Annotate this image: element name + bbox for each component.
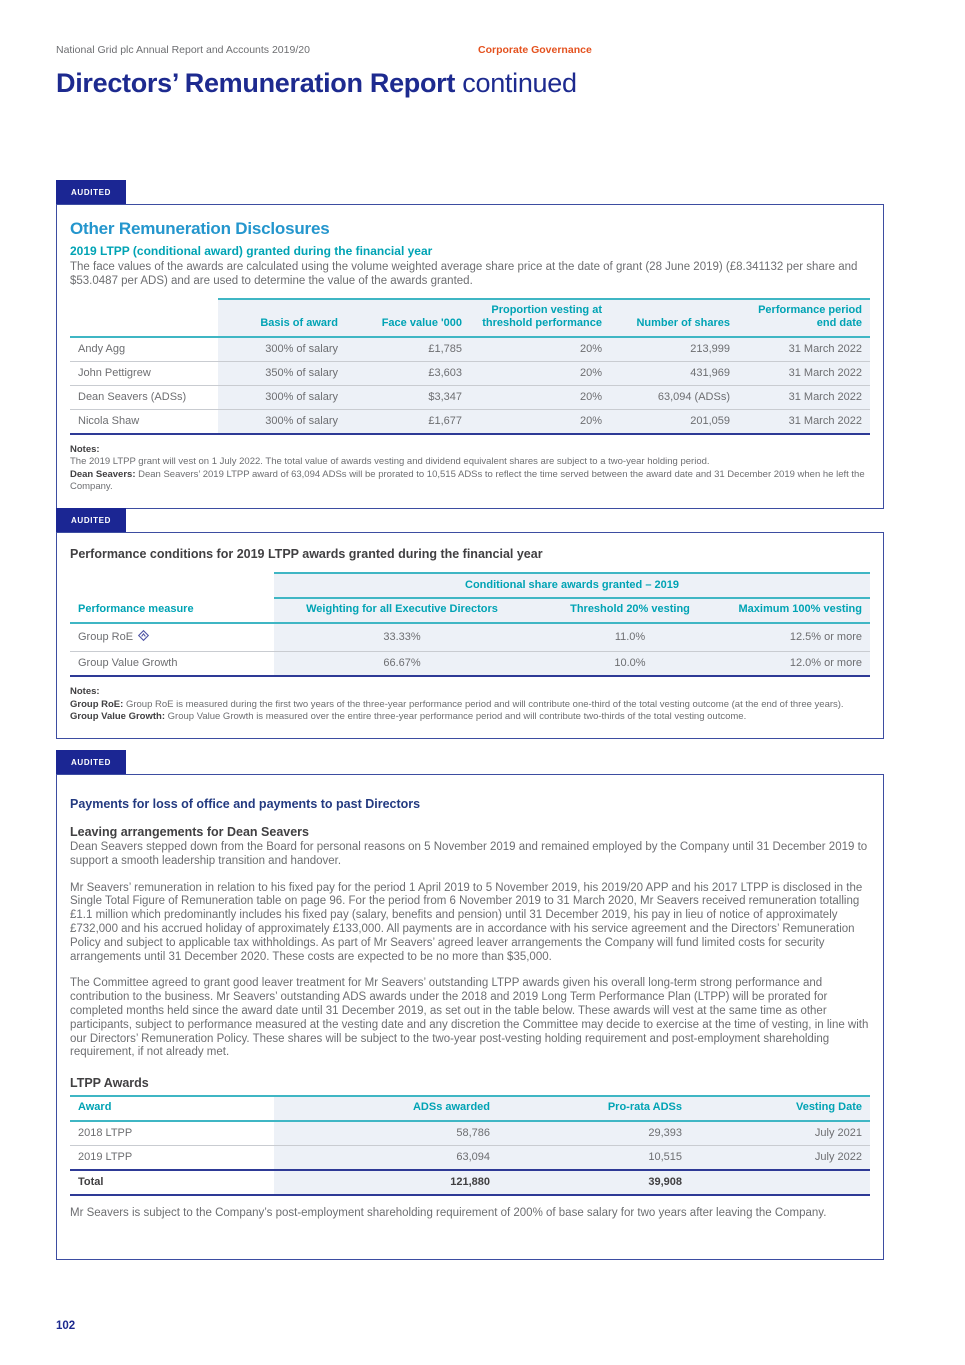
performance-measure <box>70 623 274 652</box>
cell: 63,094 (ADSs) <box>610 385 738 409</box>
section-subheading: Leaving arrangements for Dean Seavers <box>70 825 309 839</box>
table-row <box>70 409 870 434</box>
audited-badge: AUDITED <box>56 750 126 774</box>
section-box <box>56 774 884 1260</box>
column-header <box>70 299 218 337</box>
cell: 66.67% <box>274 652 530 677</box>
report-name: National Grid plc Annual Report and Accounts 2019/20 <box>56 44 310 56</box>
column-header: Maximum 100% vesting <box>730 598 870 623</box>
notes-label: Notes: <box>70 686 100 697</box>
table-row <box>70 1146 870 1171</box>
cell: 31 March 2022 <box>738 361 870 385</box>
note-line <box>70 711 870 724</box>
page-title-bold: Directors’ Remuneration Report <box>56 68 456 98</box>
table-header-row <box>70 1096 870 1121</box>
notes-block <box>70 686 870 724</box>
notes-label: Notes: <box>70 443 100 455</box>
cell: 12.0% or more <box>730 652 870 677</box>
section-other-remuneration <box>56 180 884 509</box>
column-header: Number of shares <box>610 299 738 337</box>
audited-badge: AUDITED <box>56 180 126 204</box>
page-number: 102 <box>56 1320 76 1332</box>
paragraph: Mr Seavers’ remuneration in relation to his fixed pay for the period 1 April 2019 to 5 November 2019, his 2019/20 APP and his 2017 LTPP is disclosed in the Single Total Figure of Remuneration table on page 96. For the period from 6 November 2019 to 31 March 2020, Mr Seavers received remuneration totalling £1.1 million which predominantly includes his fixed pay (salary, benefits and pension) until 31 December 2019, his pay in lieu of notice of approximately £732,000 and his accrued holiday of approximately £133,000. All payments are in accordance with his service agreement and the Directors’ Remuneration Policy and subject to applicable tax withholdings. As part of Mr Seavers’ agreed leaver arrangements the Company will fund limited costs for security arrangements until 31 December 2020. These costs are expected to be no more than $35,000. <box>70 881 863 963</box>
table-header-row <box>70 598 870 623</box>
cell: 12.5% or more <box>730 623 870 652</box>
cell: 10.0% <box>530 652 730 677</box>
cell: 20% <box>470 361 610 385</box>
cell: 63,094 <box>274 1146 498 1171</box>
column-header: Pro-rata ADSs <box>498 1096 690 1121</box>
award-name: 2018 LTPP <box>78 1127 133 1140</box>
section-performance-conditions <box>56 508 884 739</box>
span-header: Conditional share awards granted – 2019 <box>274 573 870 598</box>
table-row <box>70 385 870 409</box>
director-name: John Pettigrew <box>70 361 218 385</box>
cell: July 2021 <box>690 1121 870 1146</box>
table-total-row <box>70 1170 870 1195</box>
table-row <box>70 337 870 362</box>
cell: 431,969 <box>610 361 738 385</box>
table-row <box>70 652 870 677</box>
section-box <box>56 204 884 509</box>
table-row <box>70 623 870 652</box>
cell: 58,786 <box>274 1121 498 1146</box>
cell: 300% of salary <box>218 337 346 362</box>
section-heading: Performance conditions for 2019 LTPP awards granted during the financial year <box>70 547 543 561</box>
page-header <box>56 44 909 58</box>
section-heading: Other Remuneration Disclosures <box>70 219 330 238</box>
ltpp-grant-table <box>70 298 870 435</box>
note-lead: Group RoE: <box>70 698 124 710</box>
note-line <box>70 699 870 712</box>
total-cell <box>690 1170 870 1195</box>
cell: £1,785 <box>346 337 470 362</box>
table-header-row <box>70 299 870 337</box>
note-line: The 2019 LTPP grant will vest on 1 July 2022. The total value of awards vesting and dividend equivalent shares are subject to a two-year holding period. <box>70 456 710 468</box>
section-box <box>56 532 884 739</box>
note-lead: Dean Seavers: <box>70 468 136 480</box>
column-header: Proportion vesting at threshold performance <box>470 299 610 337</box>
column-header: ADSs awarded <box>274 1096 498 1121</box>
column-header: Basis of award <box>218 299 346 337</box>
director-name: Andy Agg <box>78 342 126 355</box>
column-header: Weighting for all Executive Directors <box>274 598 530 623</box>
apm-diamond-icon <box>137 629 150 646</box>
cell: 20% <box>470 385 610 409</box>
section-heading: Payments for loss of office and payments to past Directors <box>70 797 421 811</box>
section-tag: Corporate Governance <box>478 44 592 56</box>
page-title-continued: continued <box>455 68 577 98</box>
cell: 11.0% <box>530 623 730 652</box>
cell: July 2022 <box>690 1146 870 1171</box>
cell: $3,347 <box>346 385 470 409</box>
cell: 29,393 <box>498 1121 690 1146</box>
cell: 20% <box>470 409 610 434</box>
performance-conditions-table <box>70 572 870 677</box>
column-header: Face value '000 <box>346 299 470 337</box>
table-row <box>70 1121 870 1146</box>
cell: £1,677 <box>346 409 470 434</box>
column-header: Award <box>70 1096 274 1121</box>
cell: 213,999 <box>610 337 738 362</box>
cell: 31 March 2022 <box>738 385 870 409</box>
audited-badge: AUDITED <box>56 508 126 532</box>
blank-cell <box>70 573 274 598</box>
column-header: Vesting Date <box>690 1096 870 1121</box>
director-name: Nicola Shaw <box>70 409 218 434</box>
cell: 33.33% <box>274 623 530 652</box>
total-cell: 121,880 <box>274 1170 498 1195</box>
cell: 31 March 2022 <box>738 337 870 362</box>
notes-block <box>70 444 870 494</box>
section-intro: The face values of the awards are calculated using the volume weighted average share price at the date of grant (28 June 2019) (£8.341132 per share and $53.0487 per ADS) and are used to determine the value of the awards granted. <box>70 261 858 287</box>
award-name: 2019 LTPP <box>70 1146 274 1171</box>
note-text: Group RoE is measured during the first two years of the three-year performance period and will contribute one-third of the total vesting outcome (at the end of three years). <box>123 698 844 710</box>
page-title <box>56 68 577 99</box>
closing-paragraph: Mr Seavers is subject to the Company’s post-employment shareholding requirement of 200% of base salary for two years after leaving the Company. <box>70 1207 827 1220</box>
cell: £3,603 <box>346 361 470 385</box>
paragraph: Dean Seavers stepped down from the Board for personal reasons on 5 November 2019 and remained employed by the Company until 31 December 2019 to support a smooth leadership transition and handover. <box>70 841 868 867</box>
ltpp-awards-table <box>70 1095 870 1196</box>
cell: 201,059 <box>610 409 738 434</box>
table-title: LTPP Awards <box>70 1076 149 1091</box>
cell: 20% <box>470 337 610 362</box>
column-header: Threshold 20% vesting <box>530 598 730 623</box>
total-cell: 39,908 <box>498 1170 690 1195</box>
cell: 350% of salary <box>218 361 346 385</box>
section-subheading: 2019 LTPP (conditional award) granted during the financial year <box>70 244 433 258</box>
total-label: Total <box>70 1170 274 1195</box>
section-payments-loss-of-office <box>56 750 884 1260</box>
measure-label: Group RoE <box>78 631 134 643</box>
span-header-row <box>70 573 870 598</box>
performance-measure: Group Value Growth <box>70 652 274 677</box>
column-header: Performance measure <box>70 598 274 623</box>
paragraph: The Committee agreed to grant good leaver treatment for Mr Seavers’ outstanding LTPP awards given his overall long-term strong performance and contribution to the business. Mr Seavers’ outstanding ADS awards under the 2018 and 2019 Long Term Performance Plan (LTPP) will be prorated for completed months held since the award date until 31 December 2019, as set out in the table below. These awards will vest at the same time as other participants, subject to performance measured at the vesting date and any discretion the Committee may decide to exercise at the time of vesting, in line with our Directors’ Remuneration Policy. These shares will be subject to the two-year post-vesting holding requirement and post-employment shareholding requirement, if not already met. <box>70 977 869 1059</box>
cell: 300% of salary <box>218 385 346 409</box>
cell: 10,515 <box>498 1146 690 1171</box>
cell: 300% of salary <box>218 409 346 434</box>
note-lead: Group Value Growth: <box>70 711 166 722</box>
table-row <box>70 361 870 385</box>
note-text: Dean Seavers’ 2019 LTPP award of 63,094 ADSs will be prorated to 10,515 ADSs to reflect the time served between the award date and 31 December 2019 when he left the Company. <box>70 468 865 493</box>
note-text: Group Value Growth is measured over the entire three-year performance period and will contribute two-thirds of the total vesting outcome. <box>165 711 747 722</box>
column-header: Performance period end date <box>738 299 870 337</box>
director-name: Dean Seavers (ADSs) <box>70 385 218 409</box>
note-line <box>70 469 870 494</box>
cell: 31 March 2022 <box>738 409 870 434</box>
